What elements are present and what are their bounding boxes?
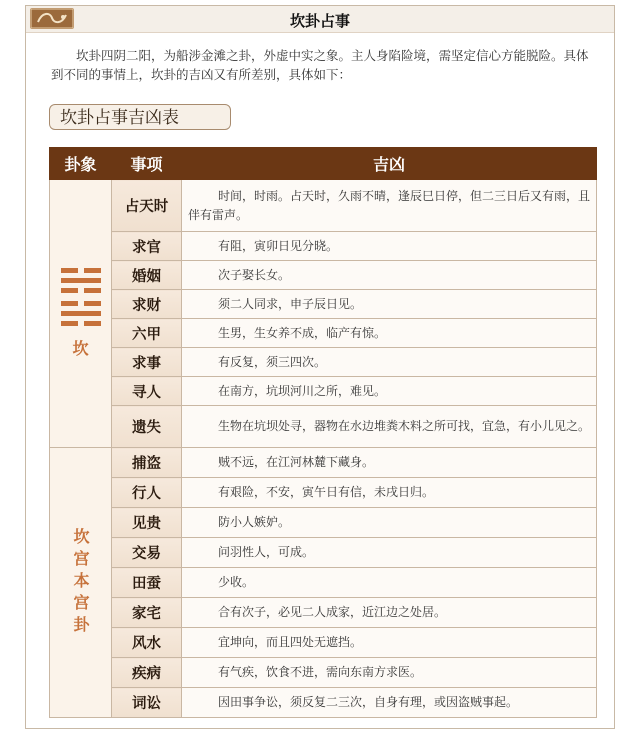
item-label: 六甲 [112, 319, 182, 348]
col-header-item: 事项 [112, 148, 182, 180]
kan-trigram-icon [61, 268, 101, 326]
item-label: 家宅 [112, 598, 182, 628]
table-row [50, 598, 597, 628]
table-row [50, 180, 597, 232]
item-label: 婚姻 [112, 261, 182, 290]
table-row [50, 319, 597, 348]
item-label: 捕盗 [112, 448, 182, 478]
item-label: 疾病 [112, 658, 182, 688]
intro-paragraph: 坎卦四阴二阳，为船涉金滩之卦，外虚中实之象。主人身陷险境，需坚定信心方能脱险。具体到不同的事情上，坎卦的吉凶又有所差别，具体如下： [51, 48, 589, 82]
content-frame [25, 5, 615, 729]
fortune-text: 宜坤向，而且四处无遮挡。 [182, 628, 597, 658]
item-label: 寻人 [112, 377, 182, 406]
table-row [50, 688, 597, 718]
table-row [50, 628, 597, 658]
item-label: 求事 [112, 348, 182, 377]
fortune-text: 贼不远，在江河林麓下藏身。 [182, 448, 597, 478]
fortune-text: 问羽性人，可成。 [182, 538, 597, 568]
fortune-text: 有艰险，不安，寅午日有信，未戌日归。 [182, 478, 597, 508]
item-label: 求财 [112, 290, 182, 319]
title-bar [26, 6, 614, 33]
table-row [50, 406, 597, 448]
item-label: 见贵 [112, 508, 182, 538]
item-label: 遗失 [112, 406, 182, 448]
table-row [50, 508, 597, 538]
fortune-text: 有阻，寅卯日见分晓。 [182, 232, 597, 261]
table-row [50, 448, 597, 478]
item-label: 风水 [112, 628, 182, 658]
page-title: 坎卦占事 [289, 12, 350, 30]
table-header-row [50, 148, 597, 180]
item-label: 求官 [112, 232, 182, 261]
fortune-table [49, 147, 597, 718]
table-row [50, 538, 597, 568]
fortune-text: 有反复，须三四次。 [182, 348, 597, 377]
table-row [50, 377, 597, 406]
fortune-text: 在南方，坑坝河川之所，难见。 [182, 377, 597, 406]
item-label: 词讼 [112, 688, 182, 718]
fortune-text: 次子娶长女。 [182, 261, 597, 290]
fortune-text: 防小人嫉妒。 [182, 508, 597, 538]
gua-symbol-cell [50, 180, 112, 448]
table-row [50, 658, 597, 688]
item-label: 行人 [112, 478, 182, 508]
fortune-text: 生物在坑坝处寻，器物在水边堆粪木料之所可找，宜急，有小儿见之。 [182, 406, 597, 448]
gua-name: 坎 [72, 339, 89, 358]
fortune-text: 时间，时雨。占天时，久雨不晴，逢辰巳日停，但二三日后又有雨，且伴有雷声。 [182, 180, 597, 232]
table-row [50, 568, 597, 598]
table-title: 坎卦占事吉凶表 [49, 104, 231, 130]
table-row [50, 261, 597, 290]
fortune-text: 生男，生女养不成，临产有惊。 [182, 319, 597, 348]
fortune-text: 有气疾，饮食不进，需向东南方求医。 [182, 658, 597, 688]
col-header-fortune: 吉凶 [182, 148, 597, 180]
table-row [50, 290, 597, 319]
palace-cell [50, 448, 112, 718]
table-row [50, 232, 597, 261]
fortune-text: 合有次子，必见二人成家，近江边之处居。 [182, 598, 597, 628]
fortune-text: 因田事争讼，须反复二三次，自身有理，或因盗贼事起。 [182, 688, 597, 718]
fortune-text: 须二人同求，申子辰日见。 [182, 290, 597, 319]
col-header-gua: 卦象 [50, 148, 112, 180]
table-row [50, 478, 597, 508]
fortune-text: 少收。 [182, 568, 597, 598]
table-row [50, 348, 597, 377]
item-label: 占天时 [112, 180, 182, 232]
item-label: 田蚕 [112, 568, 182, 598]
item-label: 交易 [112, 538, 182, 568]
palace-label: 坎宫本宫卦 [71, 527, 90, 638]
